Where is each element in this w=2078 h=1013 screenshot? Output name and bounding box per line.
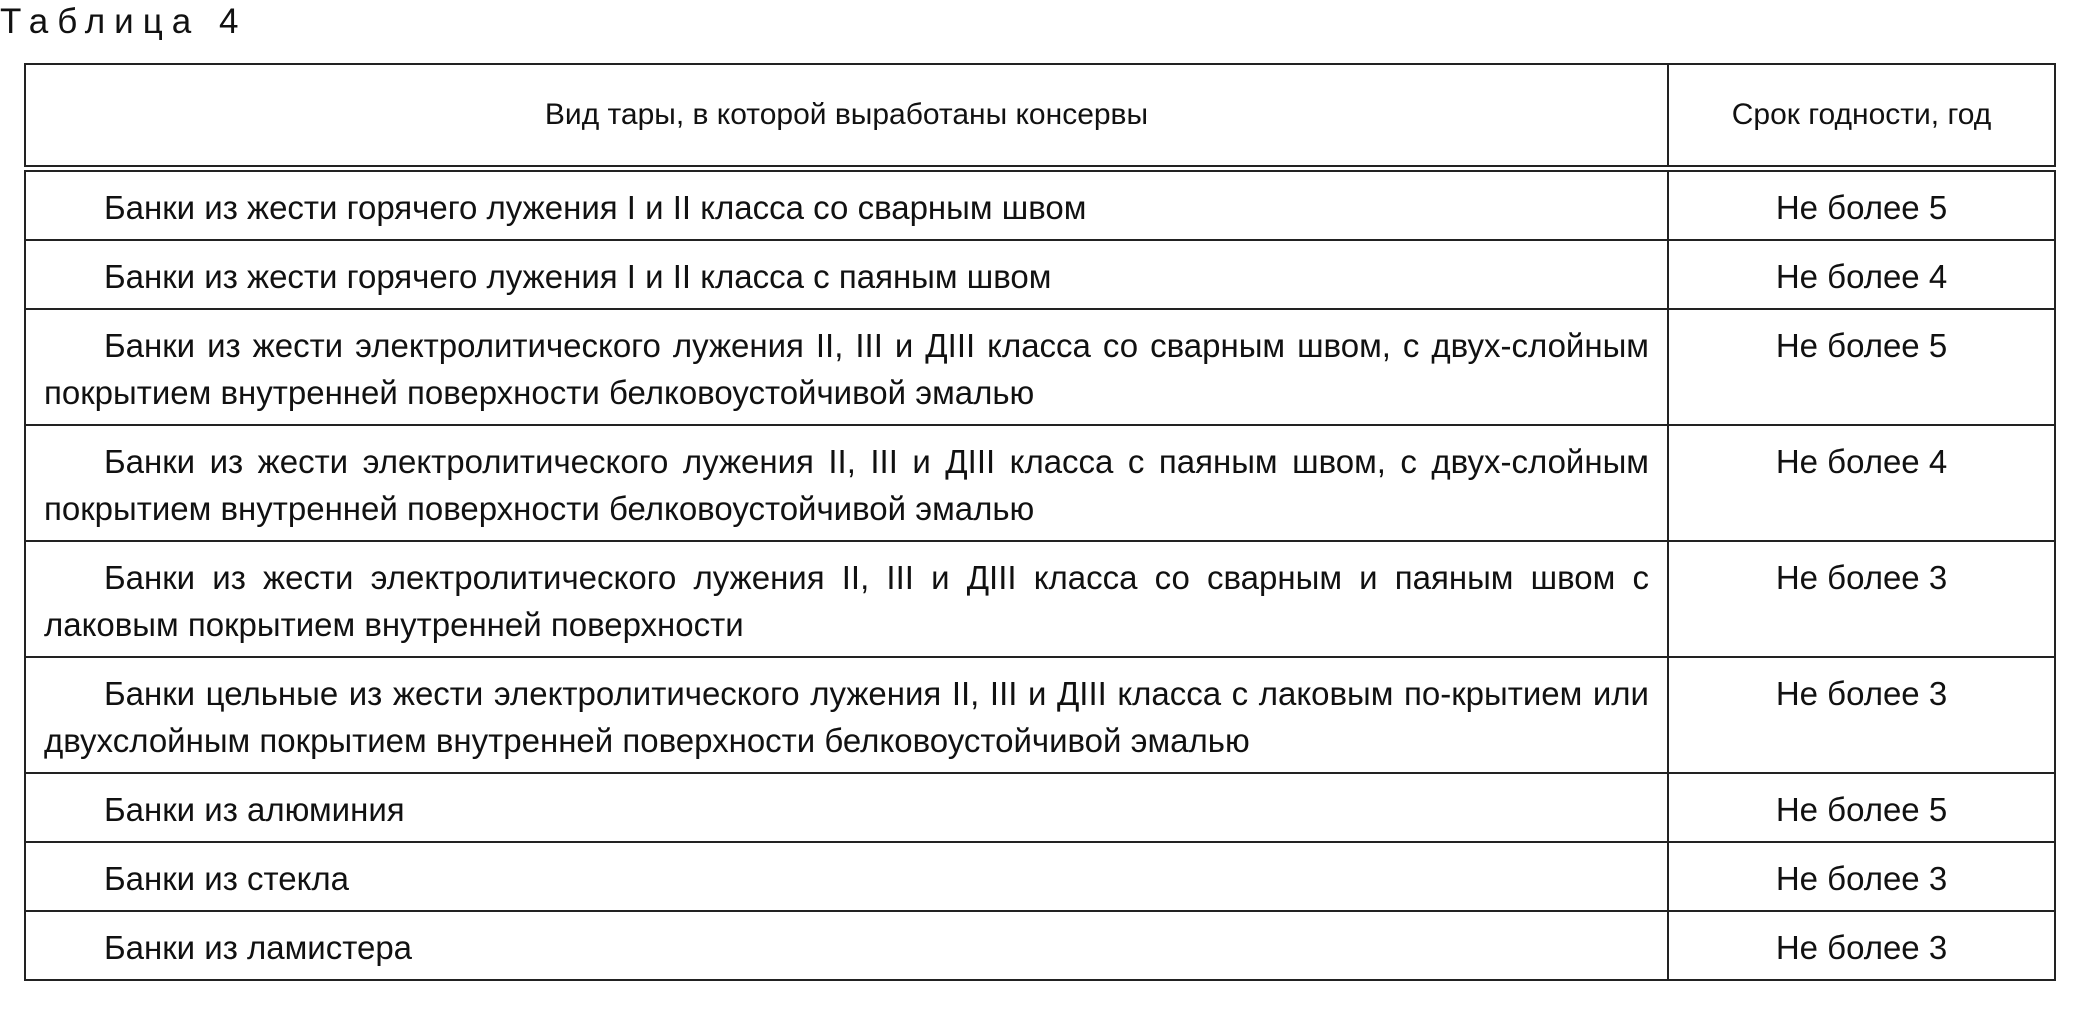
table-header-row — [25, 64, 2055, 169]
container-type-cell: Банки из жести горячего лужения I и II класса со сварным швом — [25, 169, 1668, 241]
shelf-life-cell: Не более 3 — [1668, 541, 2055, 657]
table-row — [25, 240, 2055, 309]
table-row — [25, 309, 2055, 425]
shelf-life-table — [24, 63, 2056, 981]
column-header-container-type: Вид тары, в которой выработаны консервы — [25, 64, 1668, 169]
table-row — [25, 169, 2055, 241]
shelf-life-cell: Не более 4 — [1668, 240, 2055, 309]
table-row — [25, 842, 2055, 911]
container-type-cell: Банки из жести горячего лужения I и II класса с паяным швом — [25, 240, 1668, 309]
shelf-life-cell: Не более 3 — [1668, 842, 2055, 911]
container-type-cell: Банки из стекла — [25, 842, 1668, 911]
container-type-cell: Банки из жести электролитического лужения II, III и ДIII класса с паяным швом, с двух-слойным покрытием внутренней поверхности белковоустойчивой эмалью — [25, 425, 1668, 541]
table-row — [25, 425, 2055, 541]
shelf-life-cell: Не более 5 — [1668, 169, 2055, 241]
container-type-cell: Банки из алюминия — [25, 773, 1668, 842]
shelf-life-cell: Не более 4 — [1668, 425, 2055, 541]
table-caption: Таблица 4 — [0, 2, 248, 41]
table-row — [25, 773, 2055, 842]
column-header-shelf-life: Срок годности, год — [1668, 64, 2055, 169]
table-row — [25, 657, 2055, 773]
shelf-life-cell: Не более 3 — [1668, 657, 2055, 773]
container-type-cell: Банки из жести электролитического лужения II, III и ДIII класса со сварным швом, с двух-слойным покрытием внутренней поверхности белковоустойчивой эмалью — [25, 309, 1668, 425]
container-type-cell: Банки из жести электролитического лужения II, III и ДIII класса со сварным и паяным швом с лаковым покрытием внутренней поверхности — [25, 541, 1668, 657]
container-type-cell: Банки цельные из жести электролитического лужения II, III и ДIII класса с лаковым по-крытием или двухслойным покрытием внутренней поверхности белковоустойчивой эмалью — [25, 657, 1668, 773]
shelf-life-cell: Не более 5 — [1668, 773, 2055, 842]
shelf-life-cell: Не более 5 — [1668, 309, 2055, 425]
shelf-life-cell: Не более 3 — [1668, 911, 2055, 980]
table-row — [25, 911, 2055, 980]
table-row — [25, 541, 2055, 657]
container-type-cell: Банки из ламистера — [25, 911, 1668, 980]
